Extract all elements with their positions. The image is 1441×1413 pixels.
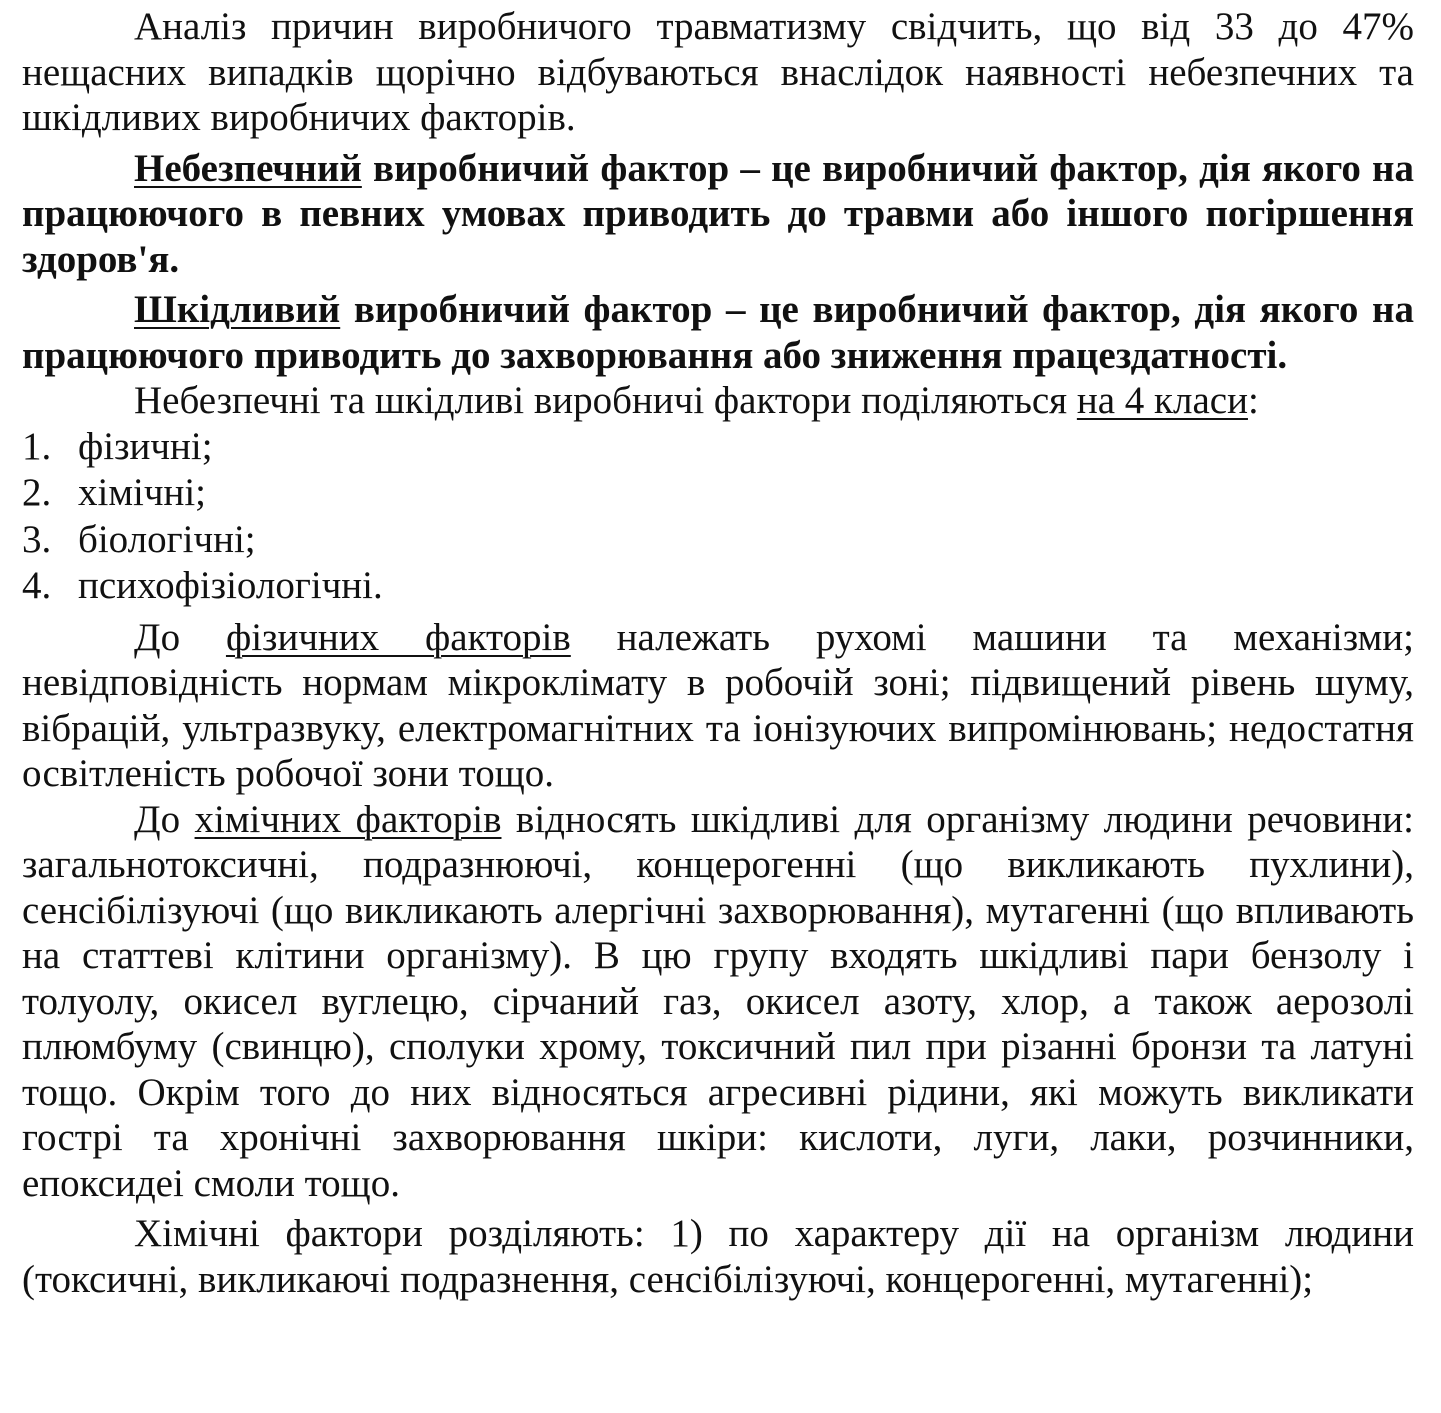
physical-factors-paragraph [22, 615, 1414, 797]
list-item-number: 4. [22, 564, 52, 607]
list-item-label: психофізіологічні. [78, 564, 383, 607]
chemical-factors-paragraph [22, 797, 1414, 1207]
classes-lead-text: Небезпечні та шкідливі виробничі фактори поділяються [134, 379, 1077, 422]
list-item-number: 1. [22, 424, 52, 468]
physical-text: належать рухомі машини та механізми; невідповідність нормам мікроклімату в робочій зоні; підвищений рівень шуму, вібрацій, ультразвуку, електромагнітних та іонізуючих випромінювань; недостатня освітленість робочої зони тощо. [22, 615, 1414, 795]
list-item-label: хімічні; [78, 471, 207, 514]
list-item [22, 563, 1414, 610]
list-item [22, 424, 1414, 471]
list-item [22, 470, 1414, 517]
list-item-number: 3. [22, 517, 52, 561]
list-item-label: біологічні; [78, 517, 256, 561]
dangerous-factor-definition [22, 146, 1414, 283]
intro-paragraph: Аналіз причин виробничого травматизму свідчить, що від 33 до 47% нещасних випадків щорічно відбуваються внаслідок наявності небезпечних та шкідливих виробничих факторів. [22, 5, 1414, 139]
classes-intro [22, 378, 1414, 424]
list-item-label: фізичні; [78, 424, 213, 468]
chemical-term: хімічних факторів [194, 797, 502, 841]
physical-term: фізичних факторів [225, 615, 571, 659]
harmful-term: Шкідливий [134, 288, 341, 331]
dangerous-term: Небезпечний [134, 146, 362, 190]
list-item [22, 517, 1414, 564]
chemical-lead: До [134, 797, 195, 841]
chemical-division-paragraph: Хімічні фактори розділяють: 1) по характеру дії на організм людини (токсичні, викликаючі подразнення, сенсібілізуючі, концерогенні, мутагенні); [22, 1212, 1414, 1301]
list-item-number: 2. [22, 471, 52, 514]
harmful-definition-text: виробничий фактор – це виробничий фактор, дія якого на працюючого приводить до захворювання або зниження працездатності. [22, 288, 1414, 377]
document-page [22, 0, 1414, 1302]
harmful-factor-definition [22, 287, 1414, 378]
chemical-text: відносять шкідливі для організму людини речовини: загальнотоксичні, подразнюючі, концерогенні (що викликають пухлини), сенсібілізуючі (що викликають алергічні захворювання), мутагенні (що впливають на статтеві клітини організму). В цю групу входять шкідливі пари бензолу і толуолу, окисел вуглецю, сірчаний газ, окисел азоту, хлор, а також аерозолі плюмбуму (свинцю), сполуки хрому, токсичний пил при різанні бронзи та латуні тощо. Окрім того до них відносяться агресивні рідини, які можуть викликати гострі та хронічні захворювання шкіри: кислоти, луги, лаки, розчинники, епоксидеі смоли тощо. [22, 797, 1415, 1205]
dangerous-definition-text: виробничий фактор – це виробничий фактор, дія якого на працюючого в певних умовах приводить до травми або іншого погіршення здоров'я. [22, 146, 1414, 281]
factor-classes-list [22, 424, 1414, 610]
classes-tail: : [1247, 379, 1259, 422]
classes-count: на 4 класи [1076, 379, 1248, 422]
physical-lead: До [134, 615, 226, 659]
